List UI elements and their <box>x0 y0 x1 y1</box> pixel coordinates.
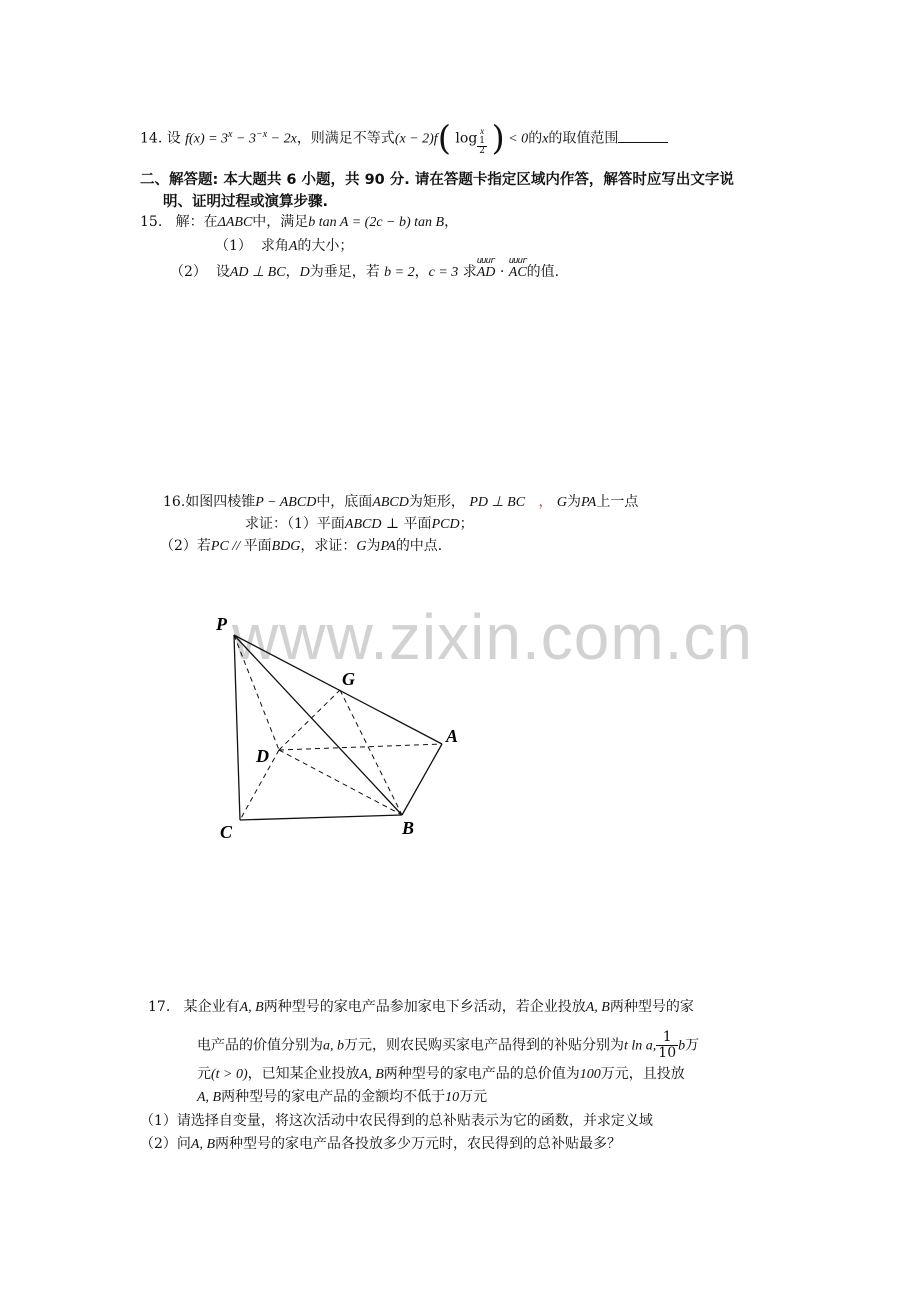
label-C: C <box>220 822 233 842</box>
q16-PA: PA <box>581 495 597 510</box>
q15-p1-var: A <box>288 239 298 254</box>
q17-b: b <box>678 1038 686 1054</box>
q16-l2-b: ABCD <box>344 517 382 532</box>
q14-log-den: 2 <box>479 145 486 156</box>
q17-l3-d: 万元，且投放 <box>600 1066 685 1082</box>
q16-l3-c: 平面 <box>243 538 272 554</box>
q15-p2-text-c: 为垂足，若 <box>309 264 380 280</box>
q17-AB-3: A, B <box>359 1067 384 1082</box>
q17-sub1: （1）请选择自变量，将这次活动中农民得到的总补贴表示为它的函数，并求定义域 <box>140 1113 653 1129</box>
label-D: D <box>256 746 269 766</box>
q17-s2-a: （2）问 <box>140 1136 191 1152</box>
q16-l3-f: G <box>356 539 367 554</box>
q14-log: log <box>455 130 478 147</box>
q17-l1-c: 两种型号的家 <box>609 999 694 1015</box>
q17-ab: a, b <box>323 1038 344 1054</box>
q14-minus3: − 3 <box>232 131 256 147</box>
q16-perp: PD ⊥ BC <box>469 495 526 510</box>
q16-l3-b: PC // <box>210 539 244 554</box>
q15-p1-text-b: 的大小； <box>297 238 354 254</box>
q17-100: 100 <box>579 1067 601 1082</box>
q15-p2-text-f: 的值. <box>526 264 560 280</box>
q15-p2-text-b: ， <box>285 264 300 280</box>
q15-formula: b tan A = (2c − b) tan B <box>308 215 445 230</box>
q16-l2-c: ⊥ 平面 <box>381 516 432 532</box>
q16-l2-d: PCD <box>431 517 460 532</box>
answer-blank[interactable] <box>618 128 668 143</box>
q15-p2-b: b = 2 <box>384 265 415 280</box>
q15-text-c: ， <box>444 214 459 230</box>
q17-sub2 <box>140 1134 621 1155</box>
q17-s2-b: 两种型号的家电产品各投放多少万元时，农民得到的总补贴最多？ <box>215 1136 622 1152</box>
edge-cb <box>240 815 402 820</box>
q14-text-b: ，则满足不等式 <box>296 130 395 147</box>
q16-text-c: 为矩形， <box>408 494 465 510</box>
q15-p2-D: D <box>299 265 310 280</box>
label-A: A <box>446 726 459 746</box>
q15-p2-text-e: 求 <box>462 264 477 280</box>
q17-l3-c: 两种型号的家电产品的总价值为 <box>383 1066 580 1082</box>
label-B: B <box>402 818 415 838</box>
q17-line1 <box>148 997 694 1018</box>
q15-p2-perp: AD ⊥ BC <box>229 265 286 280</box>
q16-l3-a: （2）若 <box>160 538 211 554</box>
q17-AB-5: A, B <box>190 1137 216 1152</box>
q14-x: x <box>542 131 549 147</box>
q14-exp2: −x <box>255 129 268 140</box>
q17-l3-b: ，已知某企业投放 <box>247 1066 360 1082</box>
q15-p1-text-a: 求角 <box>260 238 289 254</box>
edge-da <box>279 744 442 750</box>
q17-frac-den: 10 <box>658 1045 677 1061</box>
q17-l3-a: 元 <box>197 1066 211 1082</box>
q14-log-arg: x <box>480 125 485 136</box>
q16-text-a: 如图四棱锥 <box>185 494 256 510</box>
q16-base: ABCD <box>372 495 409 510</box>
q16-line3 <box>160 536 442 557</box>
q15-triangle: ΔABC <box>217 215 253 230</box>
q15-part2 <box>170 262 559 283</box>
edge-db <box>279 750 402 815</box>
label-G: G <box>342 669 355 689</box>
q14-log-base <box>477 127 487 156</box>
q16-l2-a: 求证：（1）平面 <box>245 516 345 532</box>
q16-l3-i: 的中点. <box>395 538 443 554</box>
section2-line2: 明、证明过程或演算步骤. <box>163 194 329 210</box>
q14-log-num: 1 <box>479 135 486 146</box>
q15-p2-c: c = 3 <box>428 265 459 280</box>
q14-number: 14. <box>140 130 163 147</box>
q16-number: 16. <box>163 494 186 510</box>
q17-10: 10 <box>445 1090 460 1105</box>
q15-text-b: 中，满足 <box>252 214 309 230</box>
q17-l2-c: 万 <box>685 1037 700 1054</box>
q17-AB-1: A, B <box>239 1000 264 1015</box>
q16-text-b: 中，底面 <box>316 494 373 510</box>
q16-l3-e: ，求证： <box>300 538 357 554</box>
q17-number: 17. <box>148 999 171 1015</box>
q16-text-e: 上一点 <box>596 494 639 510</box>
edge-dc <box>240 750 279 820</box>
section2-line1: 二、解答题: 本大题共 6 小题，共 90 分. 请在答题卡指定区域内作答，解答时应写出文字说 <box>140 172 734 188</box>
q15-p2-label: （2） <box>170 264 207 280</box>
q16-text-d: 为 <box>567 494 582 510</box>
left-paren: ( <box>437 118 451 159</box>
q15-number: 15. <box>140 214 163 230</box>
q15-text-a: 解：在 <box>175 214 218 230</box>
q17-l4-c: 万元 <box>459 1089 488 1105</box>
q14-ineq-a: (x − 2)f <box>394 131 438 147</box>
q15-p2-text-a: 设 <box>215 264 230 280</box>
q14-text: 设 <box>166 130 181 147</box>
q16-l3-h: PA <box>380 539 396 554</box>
q17-tcond: (t > 0) <box>211 1067 248 1082</box>
q15-part1 <box>215 236 353 257</box>
q16-l2-e: ； <box>459 516 474 532</box>
q15-dot: · <box>495 264 509 280</box>
q14-exp1: x <box>228 129 233 140</box>
q16-l3-g: 为 <box>366 538 381 554</box>
q17-fraction <box>656 1030 678 1061</box>
q15-vec-ac: uuur AC <box>509 263 527 283</box>
q16-line2 <box>245 514 474 535</box>
q16-red-comma: ， <box>538 494 553 510</box>
q17-AB-4: A, B <box>197 1090 222 1105</box>
label-P: P <box>216 614 227 634</box>
q17-l1-a: 某企业有 <box>183 999 240 1015</box>
edge-gb <box>340 690 402 815</box>
q17-line4 <box>197 1087 487 1108</box>
q17-line3 <box>197 1064 685 1085</box>
q16-line1 <box>163 492 638 513</box>
q17-AB-2: A, B <box>585 1000 610 1015</box>
q17-l4-b: 两种型号的家电产品的金额均不低于 <box>221 1089 446 1105</box>
q15-p1-label: （1） <box>215 238 252 254</box>
edge-ba <box>402 744 442 815</box>
q17-l2-b: 万元，则农民购买家电产品得到的补贴分别为 <box>344 1037 624 1054</box>
q14-line <box>140 118 668 159</box>
q17-line2 <box>197 1030 699 1061</box>
q14-text-c: 的 <box>528 130 543 147</box>
q14-text-d: 的取值范围 <box>548 130 619 147</box>
q16-l3-d: BDG <box>271 539 301 554</box>
edge-dg <box>279 690 340 750</box>
q16-pyramid: P − ABCD <box>255 495 317 510</box>
q14-tail: − 2x <box>267 131 297 147</box>
q16-G: G <box>556 495 568 510</box>
q15-vec-ad: uuur AD <box>477 263 496 283</box>
q17-l2-a: 电产品的价值分别为 <box>197 1037 323 1054</box>
watermark: www.zixin.com.cn <box>232 601 753 673</box>
q15-p2-text-d: ， <box>414 264 429 280</box>
q14-func: f(x) = 3 <box>185 131 229 147</box>
q17-frac-num: 1 <box>656 1030 678 1046</box>
q14-ineq-b: < 0 <box>504 131 529 147</box>
right-paren: ) <box>491 118 505 159</box>
q15-line1 <box>140 212 458 233</box>
q17-l1-b: 两种型号的家电产品参加家电下乡活动，若企业投放 <box>263 999 586 1015</box>
q17-tlna: t ln a, <box>624 1038 657 1054</box>
